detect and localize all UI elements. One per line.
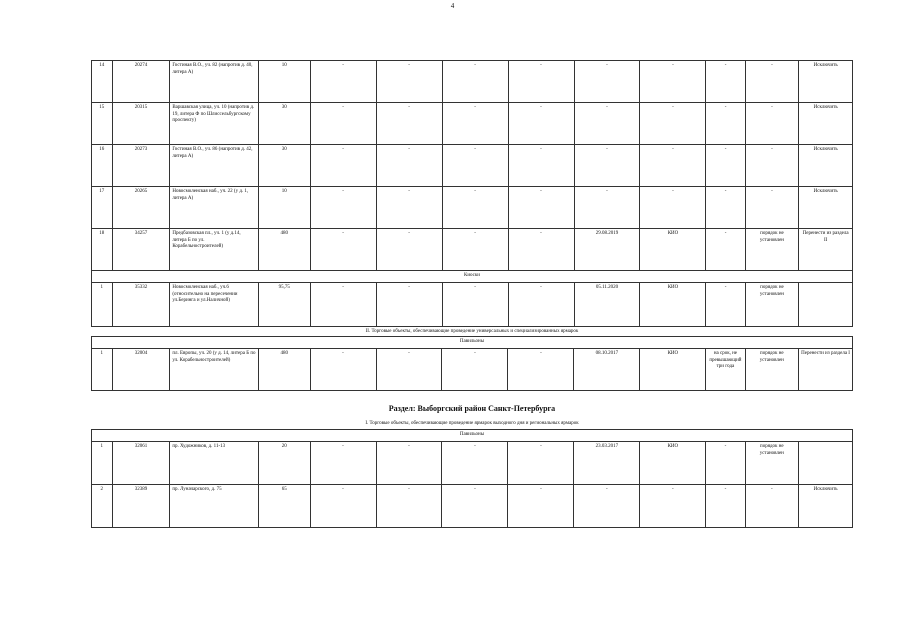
table-cell: - bbox=[706, 442, 745, 485]
table-cell: пр. Художников, д. 11-13 bbox=[170, 442, 259, 485]
table-cell: 08.10.2017 bbox=[574, 349, 640, 391]
table-cell: 20265 bbox=[112, 187, 170, 229]
schedule-table-1 bbox=[91, 60, 853, 327]
table-cell: - bbox=[706, 145, 745, 187]
table-cell: - bbox=[508, 61, 574, 103]
section-label: Павильоны bbox=[92, 430, 853, 442]
table-cell: - bbox=[310, 187, 376, 229]
table-cell: порядок не установлен bbox=[745, 229, 799, 271]
table-cell: - bbox=[574, 103, 640, 145]
section-label: Павильоны bbox=[92, 337, 853, 349]
district-heading: Раздел: Выборгский район Санкт-Петербурга bbox=[388, 404, 556, 413]
table-cell: - bbox=[745, 485, 799, 528]
table-cell: 30 bbox=[259, 145, 311, 187]
table-cell: Исключить bbox=[799, 103, 853, 145]
table-cell: - bbox=[745, 187, 799, 229]
table-cell: - bbox=[745, 61, 799, 103]
table-cell: - bbox=[310, 103, 376, 145]
table-cell: 20273 bbox=[112, 145, 170, 187]
table-cell: 1 bbox=[92, 283, 113, 327]
table-cell: Исключить bbox=[799, 187, 853, 229]
section-caption-weekend-fairs: I. Торговые объекты, обеспечивающие проведение ярмарок выходного дня и региональных ярмарок bbox=[365, 421, 579, 426]
table-cell: 10 bbox=[259, 187, 311, 229]
table-cell: - bbox=[508, 229, 574, 271]
table-cell: 23.03.2017 bbox=[574, 442, 640, 485]
table-row bbox=[92, 61, 853, 103]
table-cell: - bbox=[442, 442, 508, 485]
table-cell: - bbox=[442, 61, 508, 103]
table-cell: КИО bbox=[640, 283, 706, 327]
table-cell: - bbox=[508, 349, 574, 391]
table-cell: - bbox=[508, 187, 574, 229]
table-cell: - bbox=[376, 442, 442, 485]
table-cell: 15 bbox=[92, 103, 113, 145]
table-cell: 1 bbox=[92, 349, 113, 391]
table-cell: пл. Европы, уч. 20 (у д. 14, литера Б по ул. Корабельностроителей) bbox=[170, 349, 259, 391]
table-cell: - bbox=[574, 187, 640, 229]
table-cell: Новосмоленская наб., уч.6 (относительно на пересечении ул.Беринга и ул.Наличной) bbox=[170, 283, 259, 327]
table-cell: - bbox=[310, 283, 376, 327]
table-row bbox=[92, 145, 853, 187]
table-cell: - bbox=[574, 145, 640, 187]
table-cell: - bbox=[310, 485, 376, 528]
table-cell: - bbox=[442, 349, 508, 391]
table-cell: - bbox=[640, 61, 706, 103]
table-cell: КИО bbox=[640, 349, 706, 391]
table-cell: 35332 bbox=[112, 283, 170, 327]
table-cell: - bbox=[706, 187, 745, 229]
table-cell: 32004 bbox=[112, 349, 170, 391]
table-cell: 18 bbox=[92, 229, 113, 271]
table-cell: - bbox=[442, 485, 508, 528]
table-cell: 1 bbox=[92, 442, 113, 485]
table-cell: 34257 bbox=[112, 229, 170, 271]
table-cell: 17 bbox=[92, 187, 113, 229]
page-number: 4 bbox=[450, 2, 455, 10]
table-cell: - bbox=[442, 103, 508, 145]
table-cell: Перенести из раздела I bbox=[799, 349, 853, 391]
table-cell: КИО bbox=[640, 229, 706, 271]
table-cell: 10 bbox=[259, 61, 311, 103]
table-cell: - bbox=[442, 145, 508, 187]
table-cell: 30 bbox=[259, 103, 311, 145]
table-cell: Исключить bbox=[799, 61, 853, 103]
table-row bbox=[92, 229, 853, 271]
table-row bbox=[92, 187, 853, 229]
table-cell: Предбазовская пл., уч. 1 (у д.14, литера Б по ул. Корабельностроителей) bbox=[170, 229, 259, 271]
table-cell: 20274 bbox=[112, 61, 170, 103]
table-cell: 20315 bbox=[112, 103, 170, 145]
table-cell: - bbox=[640, 485, 706, 528]
table-cell bbox=[799, 442, 853, 485]
table-cell: - bbox=[640, 145, 706, 187]
table-cell bbox=[799, 283, 853, 327]
table-cell: 480 bbox=[259, 229, 311, 271]
table-cell: - bbox=[376, 145, 442, 187]
table-cell: - bbox=[706, 485, 745, 528]
section-row bbox=[92, 430, 853, 442]
table-cell: Гостиная В.О., уч. 86 (напротив д. 42, литера А) bbox=[170, 145, 259, 187]
table-cell: - bbox=[640, 103, 706, 145]
table-cell: - bbox=[442, 283, 508, 327]
table-row bbox=[92, 485, 853, 528]
table-cell: Исключить bbox=[799, 485, 853, 528]
table-cell: пр. Луначарского, д. 75 bbox=[170, 485, 259, 528]
table-cell: - bbox=[706, 61, 745, 103]
table-cell: Исключить bbox=[799, 145, 853, 187]
table-cell: порядок не установлен bbox=[745, 283, 799, 327]
table-cell: Варшавская улица, уч. 10 (напротив д. 19, литера Ф по Шлиссельбургскому проспекту) bbox=[170, 103, 259, 145]
table-cell: - bbox=[310, 145, 376, 187]
table-cell: КИО bbox=[640, 442, 706, 485]
table-cell: 29.08.2019 bbox=[574, 229, 640, 271]
table-cell: Новосмоленская наб., уч. 22 (у д. 1, литера А) bbox=[170, 187, 259, 229]
table-cell: - bbox=[508, 145, 574, 187]
table-cell: - bbox=[442, 187, 508, 229]
table-cell: - bbox=[508, 103, 574, 145]
table-cell: Гостиная В.О., уч. 82 (напротив д. 40, литера А) bbox=[170, 61, 259, 103]
table-cell: 14 bbox=[92, 61, 113, 103]
table-cell: - bbox=[376, 283, 442, 327]
table-row bbox=[92, 283, 853, 327]
table-cell: - bbox=[376, 349, 442, 391]
table-cell: - bbox=[508, 485, 574, 528]
table-cell: 95,75 bbox=[259, 283, 311, 327]
table-cell: 2 bbox=[92, 485, 113, 528]
table-cell: - bbox=[376, 485, 442, 528]
section-label: Киоски bbox=[92, 271, 853, 283]
table-cell: - bbox=[640, 187, 706, 229]
table-row bbox=[92, 103, 853, 145]
table-cell: - bbox=[745, 103, 799, 145]
table-cell: 05.11.2020 bbox=[574, 283, 640, 327]
table-cell: 32389 bbox=[112, 485, 170, 528]
table-cell: - bbox=[310, 349, 376, 391]
table-cell: 16 bbox=[92, 145, 113, 187]
table-cell: - bbox=[376, 103, 442, 145]
table-cell: 20 bbox=[258, 442, 310, 485]
table-cell: Перенести из раздела II bbox=[799, 229, 853, 271]
section-row bbox=[92, 337, 853, 349]
section-caption-fairs: II. Торговые объекты, обеспечивающие проведение универсальных и специализированных ярмарок bbox=[365, 329, 579, 334]
table-cell: - bbox=[508, 283, 574, 327]
schedule-table-3 bbox=[91, 429, 853, 528]
table-cell: на срок, не превышающий три года bbox=[706, 349, 745, 391]
table-cell: 65 bbox=[258, 485, 310, 528]
table-cell: - bbox=[310, 229, 376, 271]
table-cell: - bbox=[310, 61, 376, 103]
table-cell: 32061 bbox=[112, 442, 170, 485]
schedule-table-2 bbox=[91, 336, 853, 391]
table-cell: - bbox=[508, 442, 574, 485]
table-cell: - bbox=[574, 61, 640, 103]
table-cell: - bbox=[376, 187, 442, 229]
table-cell: порядок не установлен bbox=[745, 349, 799, 391]
table-cell: - bbox=[706, 103, 745, 145]
table-cell: - bbox=[376, 229, 442, 271]
table-cell: порядок не установлен bbox=[745, 442, 799, 485]
table-cell: - bbox=[376, 61, 442, 103]
table-cell: 480 bbox=[258, 349, 310, 391]
table-cell: - bbox=[574, 485, 640, 528]
section-row bbox=[92, 271, 853, 283]
table-cell: - bbox=[706, 229, 745, 271]
table-row bbox=[92, 442, 853, 485]
table-cell: - bbox=[442, 229, 508, 271]
table-cell: - bbox=[310, 442, 376, 485]
table-cell: - bbox=[706, 283, 745, 327]
table-cell: - bbox=[745, 145, 799, 187]
table-row bbox=[92, 349, 853, 391]
